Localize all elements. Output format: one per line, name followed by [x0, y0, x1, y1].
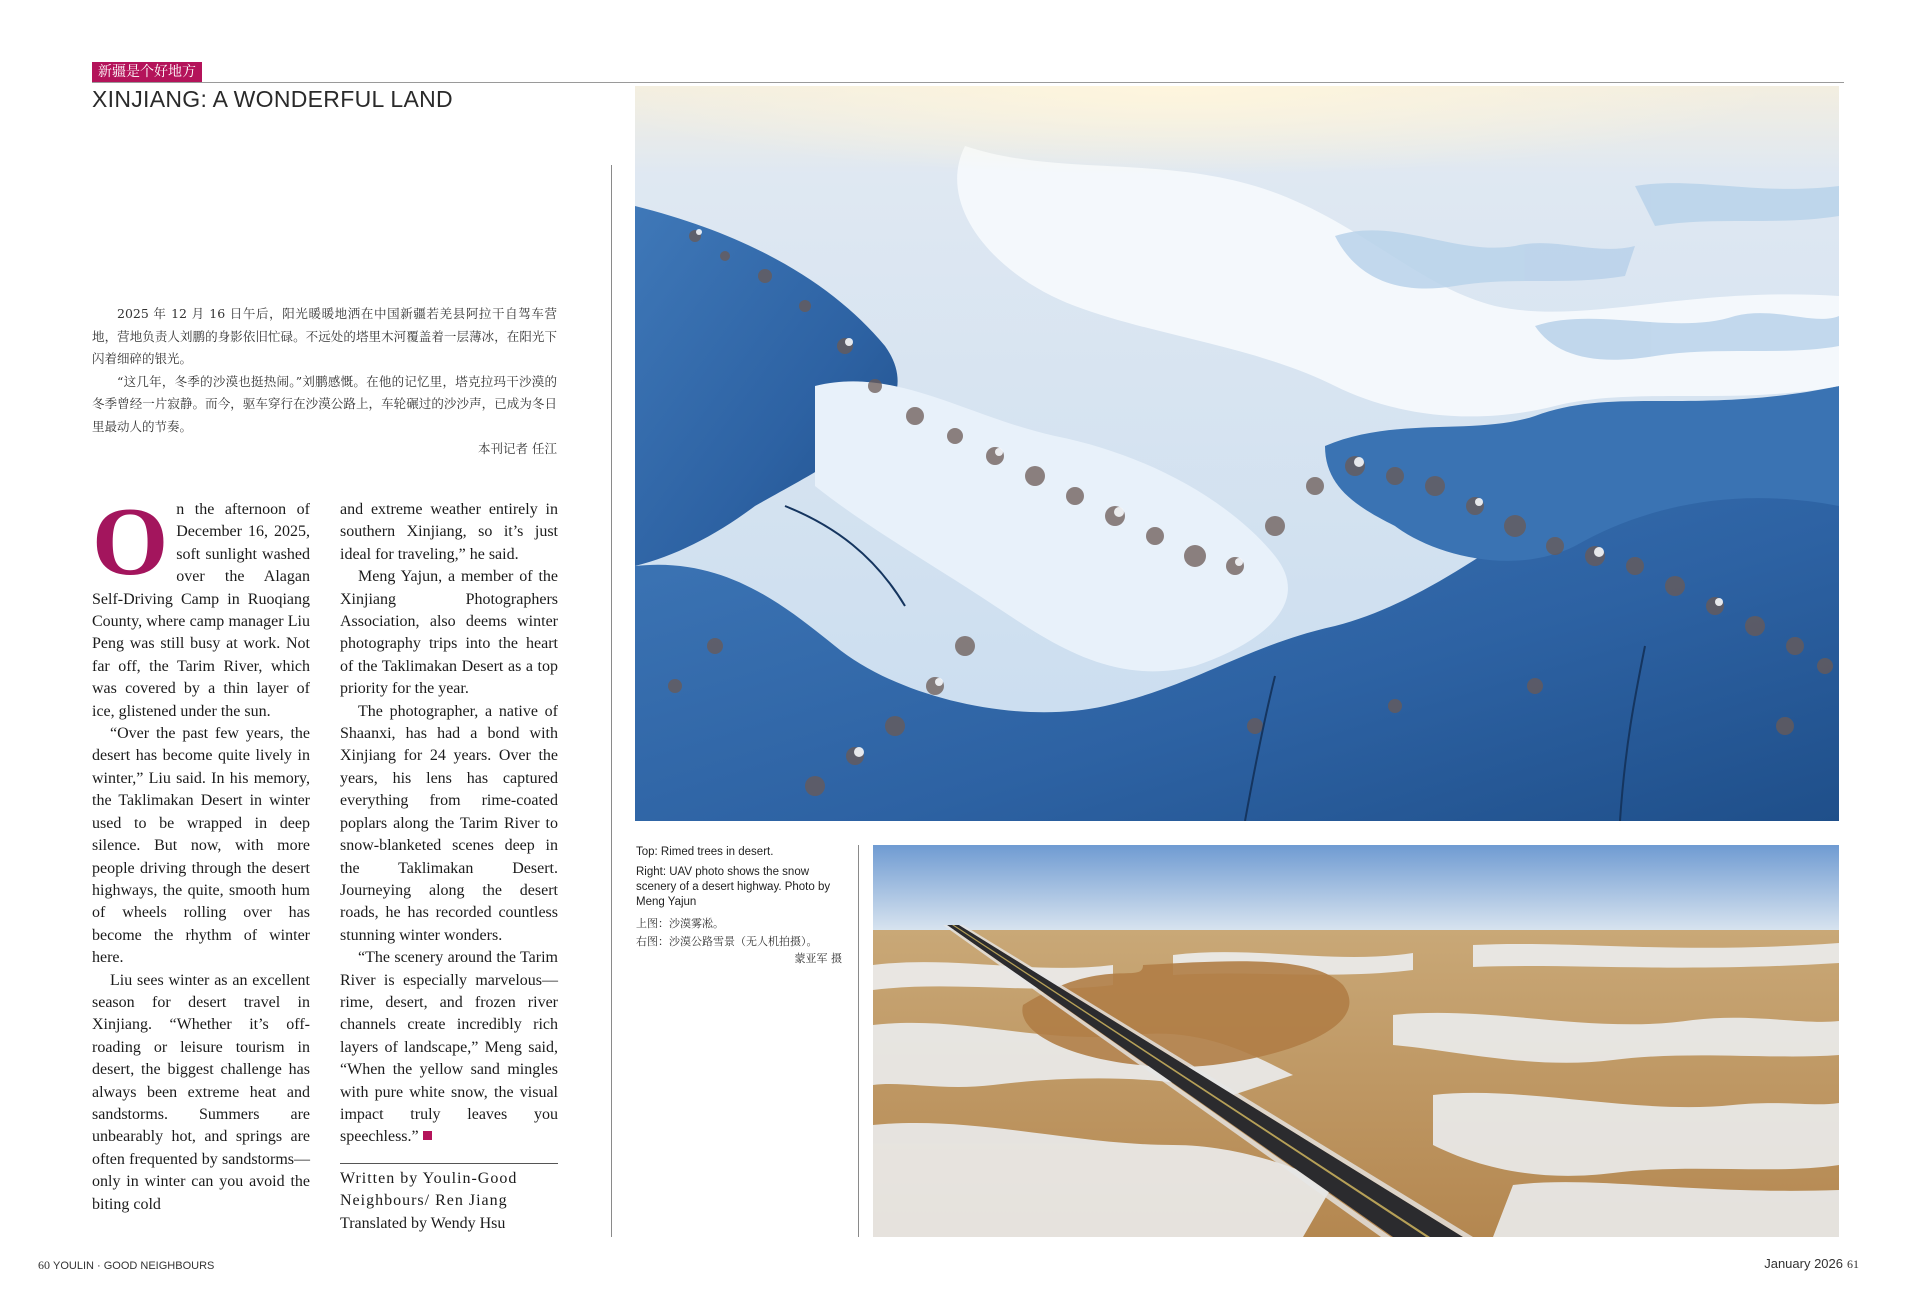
body-paragraph: “Over the past few years, the desert has become quite lively in winter,” Liu said. In his memory, the Taklimakan Desert in winter used to be wrapped in deep silence. But now, with more people driving through the desert highways, the quite, smooth hum of wheels rolling over has become the rhythm of winter here.	[92, 725, 310, 967]
written-by: Written by Youlin-Good Neighbours/ Ren Jiang	[340, 1170, 518, 1210]
caption-top-cn: 上图：沙漠雾凇。	[636, 917, 724, 930]
continued-paragraph: and extreme weather entirely in southern Xinjiang, so it’s just ideal for traveling,” he said.	[340, 501, 558, 563]
folio-right	[1764, 1256, 1859, 1272]
page-number-right: 61	[1847, 1257, 1859, 1271]
credits	[340, 1168, 558, 1235]
photo-desert-highway	[873, 845, 1839, 1237]
section-tag: 新疆是个好地方	[92, 62, 202, 82]
caption-right-en: Right: UAV photo shows the snow scenery of a desert highway. Photo by Meng Yajun	[636, 866, 831, 908]
caption-top-en: Top: Rimed trees in desert.	[636, 846, 774, 858]
closing-text: “The scenery around the Tarim River is especially marvelous—rime, desert, and frozen river channels create incredibly rich layers of landscape,” Meng said, “When the yellow sand mingles with pure white snow, the visual impact truly leaves you speechless.”	[340, 949, 558, 1146]
caption-divider	[858, 845, 859, 1237]
intro-byline: 本刊记者 任江	[478, 441, 557, 456]
translated-by: Translated by Wendy Hsu	[340, 1214, 506, 1232]
caption-right-cn: 右图：沙漠公路雪景（无人机拍摄）。	[636, 935, 818, 948]
photo-rimed-trees	[635, 86, 1839, 821]
page-number-left: 60	[38, 1258, 50, 1272]
issue-date: January 2026	[1764, 1256, 1843, 1271]
article-column-2	[340, 499, 558, 1149]
body-paragraph: The photographer, a native of Shaanxi, has had a bond with Xinjiang for 24 years. Over the years, his lens has captured everything from rime-coated poplars along the Tarim River to snow-blanketed scenes deep in the Taklimakan Desert. Journeying along the desert roads, he has recorded countless stunning winter wonders.	[340, 702, 558, 944]
column-divider-right	[611, 165, 612, 1237]
folio-left	[38, 1258, 214, 1273]
credits-rule	[340, 1163, 558, 1164]
closing-paragraph	[340, 947, 558, 1149]
lead-text: n the afternoon of December 16, 2025, soft sunlight washed over the Alagan Self-Driving Camp in Ruoqiang County, where camp manager Liu Peng was still busy at work. Not far off, the Tarim River, which was covered by a thin layer of ice, glistened under the sun.	[92, 501, 310, 720]
caption-credit-cn: 蒙亚军 摄	[794, 952, 842, 965]
chinese-intro	[92, 303, 557, 461]
page-title: XINJIANG: A WONDERFUL LAND	[92, 86, 453, 112]
intro-paragraph: 2025 年 12 月 16 日午后，阳光暖暖地洒在中国新疆若羌县阿拉干自驾车营地，营地负责人刘鹏的身影依旧忙碌。不远处的塔里木河覆盖着一层薄冰，在阳光下闪着细碎的银光。	[92, 306, 557, 366]
header-rule	[92, 82, 1844, 83]
body-paragraph: Liu sees winter as an excellent season for desert travel in Xinjiang. “Whether it’s off-roading or leisure tourism in desert, the biggest challenge has always been extreme heat and sandstorms. Summers are unbearably hot, and springs are often frequented by sandstorms—only in winter can you avoid the biting cold	[92, 971, 310, 1213]
publication-title: YOULIN · GOOD NEIGHBOURS	[53, 1260, 215, 1272]
dropcap: O	[92, 488, 169, 596]
lead-paragraph	[92, 488, 310, 723]
body-paragraph: Meng Yajun, a member of the Xinjiang Photographers Association, also deems winter photography trips into the heart of the Taklimakan Desert as a top priority for the year.	[340, 568, 558, 698]
intro-paragraph: “这几年，冬季的沙漠也挺热闹。”刘鹏感慨。在他的记忆里，塔克拉玛干沙漠的冬季曾经一片寂静。而今，驱车穿行在沙漠公路上，车轮碾过的沙沙声，已成为冬日里最动人的节奏。	[92, 373, 557, 434]
end-mark-icon	[423, 1131, 432, 1140]
photo-caption	[636, 845, 842, 966]
article-column-1	[92, 488, 310, 1216]
